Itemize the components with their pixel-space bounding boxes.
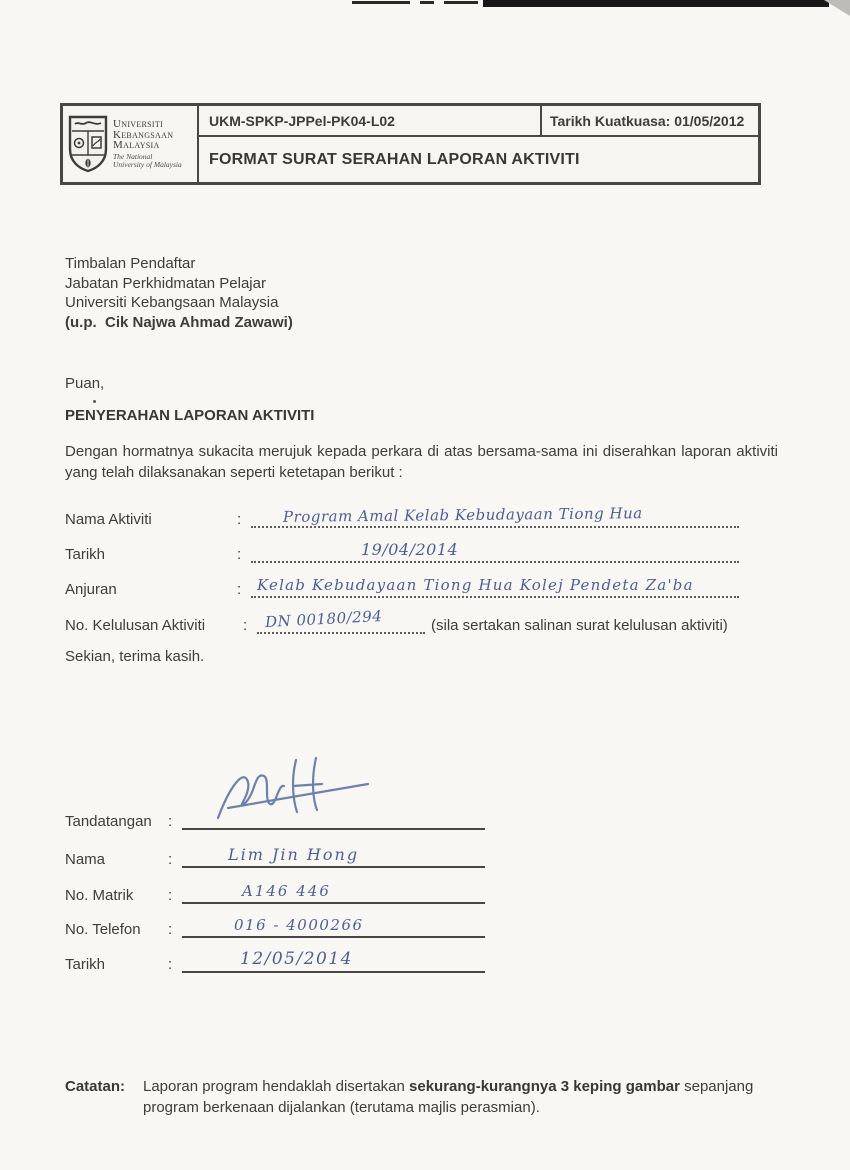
- field-row-anjuran: [65, 572, 739, 598]
- logo-name-line: Universiti: [113, 118, 164, 131]
- scan-edge-artifact: [444, 1, 478, 4]
- signature-row-tarikh: [65, 945, 485, 973]
- footnote-text-post: sepanjang program berkenaan dijalankan (terutama majlis perasmian).: [143, 1078, 754, 1116]
- body-paragraph: Dengan hormatnya sukacita merujuk kepada perkara di atas bersama-sama ini diserahkan laporan aktiviti yang telah dilaksanakan seperti ketetapan berikut :: [65, 443, 778, 481]
- field-label: No. Kelulusan Aktiviti: [65, 617, 206, 634]
- field-colon: :: [237, 511, 242, 528]
- recipient-address-block: [65, 254, 293, 332]
- signature-colon: :: [168, 921, 173, 938]
- footnote-text: [143, 1076, 755, 1118]
- field-row-tarikh: [65, 537, 739, 563]
- signature-colon: :: [168, 851, 173, 868]
- field-colon: :: [237, 581, 242, 598]
- recipient-line: Universiti Kebangsaan Malaysia: [65, 294, 279, 311]
- field-colon: :: [243, 617, 248, 634]
- signature-row-nama: [65, 840, 485, 868]
- signature-label: Nama: [65, 851, 106, 868]
- recipient-attention-line: (u.p. Cik Najwa Ahmad Zawawi): [65, 313, 293, 331]
- scan-corner-artifact: [824, 0, 850, 16]
- footnote-text-pre: Laporan program hendaklah disertakan: [143, 1078, 410, 1095]
- header-top-row: [199, 106, 758, 137]
- handwritten-activity-name: Program Amal Kelab Kebudayaan Tiong Hua: [282, 504, 643, 526]
- signature-row-tandatangan: [65, 802, 485, 830]
- form-header-table: [60, 103, 761, 185]
- field-colon: :: [237, 546, 242, 563]
- scan-edge-artifact: [483, 0, 829, 7]
- footnote: [65, 1076, 765, 1118]
- effective-date: Tarikh Kuatkuasa: 01/05/2012: [540, 106, 758, 135]
- logo-name-line: Kebangsaan: [113, 128, 174, 141]
- signature-label: Tarikh: [65, 956, 106, 973]
- signature-line: [182, 876, 485, 904]
- field-label: Nama Aktiviti: [65, 511, 152, 528]
- form-title: FORMAT SURAT SERAHAN LAPORAN AKTIVITI: [209, 150, 580, 168]
- signature-line: [182, 802, 485, 830]
- signature-line: [182, 910, 485, 938]
- document-code: UKM-SPKP-JPPel-PK04-L02: [209, 112, 395, 129]
- footnote-text-bold: sekurang-kurangnya 3 keping gambar: [409, 1078, 680, 1095]
- signature-colon: :: [168, 813, 173, 830]
- handwritten-matric-number: A146 446: [242, 882, 331, 900]
- field-row-no-kelulusan: [65, 608, 739, 634]
- stray-dot-artifact: [93, 400, 96, 403]
- handwritten-name: Lim Jin Hong: [228, 845, 360, 864]
- footnote-label: Catatan:: [65, 1078, 126, 1095]
- dotted-line: [251, 502, 739, 528]
- signature-colon: :: [168, 887, 173, 904]
- recipient-line: Jabatan Perkhidmatan Pelajar: [65, 274, 266, 292]
- scan-edge-artifact: [420, 1, 434, 4]
- recipient-line: Timbalan Pendaftar: [65, 255, 196, 272]
- salutation: Puan,: [65, 375, 105, 392]
- field-label: Tarikh: [65, 546, 106, 563]
- logo-tagline: The National University of Malaysia: [113, 151, 182, 169]
- signature-line: [182, 840, 485, 868]
- signature-label: Tandatangan: [65, 813, 152, 830]
- closing-line: Sekian, terima kasih.: [65, 648, 205, 665]
- signature-row-no-telefon: [65, 910, 485, 938]
- signature-label: No. Matrik: [65, 887, 134, 904]
- dotted-line: [251, 572, 739, 598]
- handwritten-phone-number: 016 - 4000266: [234, 916, 364, 934]
- university-crest-icon: [68, 115, 108, 173]
- field-label: Anjuran: [65, 581, 117, 598]
- field-row-nama-aktiviti: [65, 502, 739, 528]
- signature-line: [182, 945, 485, 973]
- scan-edge-artifact: [352, 1, 410, 4]
- logo-cell: [63, 106, 199, 182]
- subject-line: PENYERAHAN LAPORAN AKTIVITI: [65, 407, 315, 424]
- header-right-cells: [199, 106, 758, 182]
- field-suffix-note: (sila sertakan salinan surat kelulusan aktiviti): [431, 617, 728, 634]
- logo-wordmark: [113, 119, 185, 169]
- handwritten-activity-date: 19/04/2014: [361, 540, 459, 559]
- signature-label: No. Telefon: [65, 921, 141, 938]
- dotted-line: [251, 537, 739, 563]
- handwritten-organizer: Kelab Kebudayaan Tiong Hua Kolej Pendeta Za'ba: [257, 576, 694, 594]
- signature-row-no-matrik: [65, 876, 485, 904]
- handwritten-approval-number: DN 00180/294: [264, 606, 383, 632]
- signature-colon: :: [168, 956, 173, 973]
- handwritten-date: 12/05/2014: [240, 949, 353, 969]
- logo-name-line: Malaysia: [113, 139, 160, 152]
- dotted-line: [257, 608, 425, 634]
